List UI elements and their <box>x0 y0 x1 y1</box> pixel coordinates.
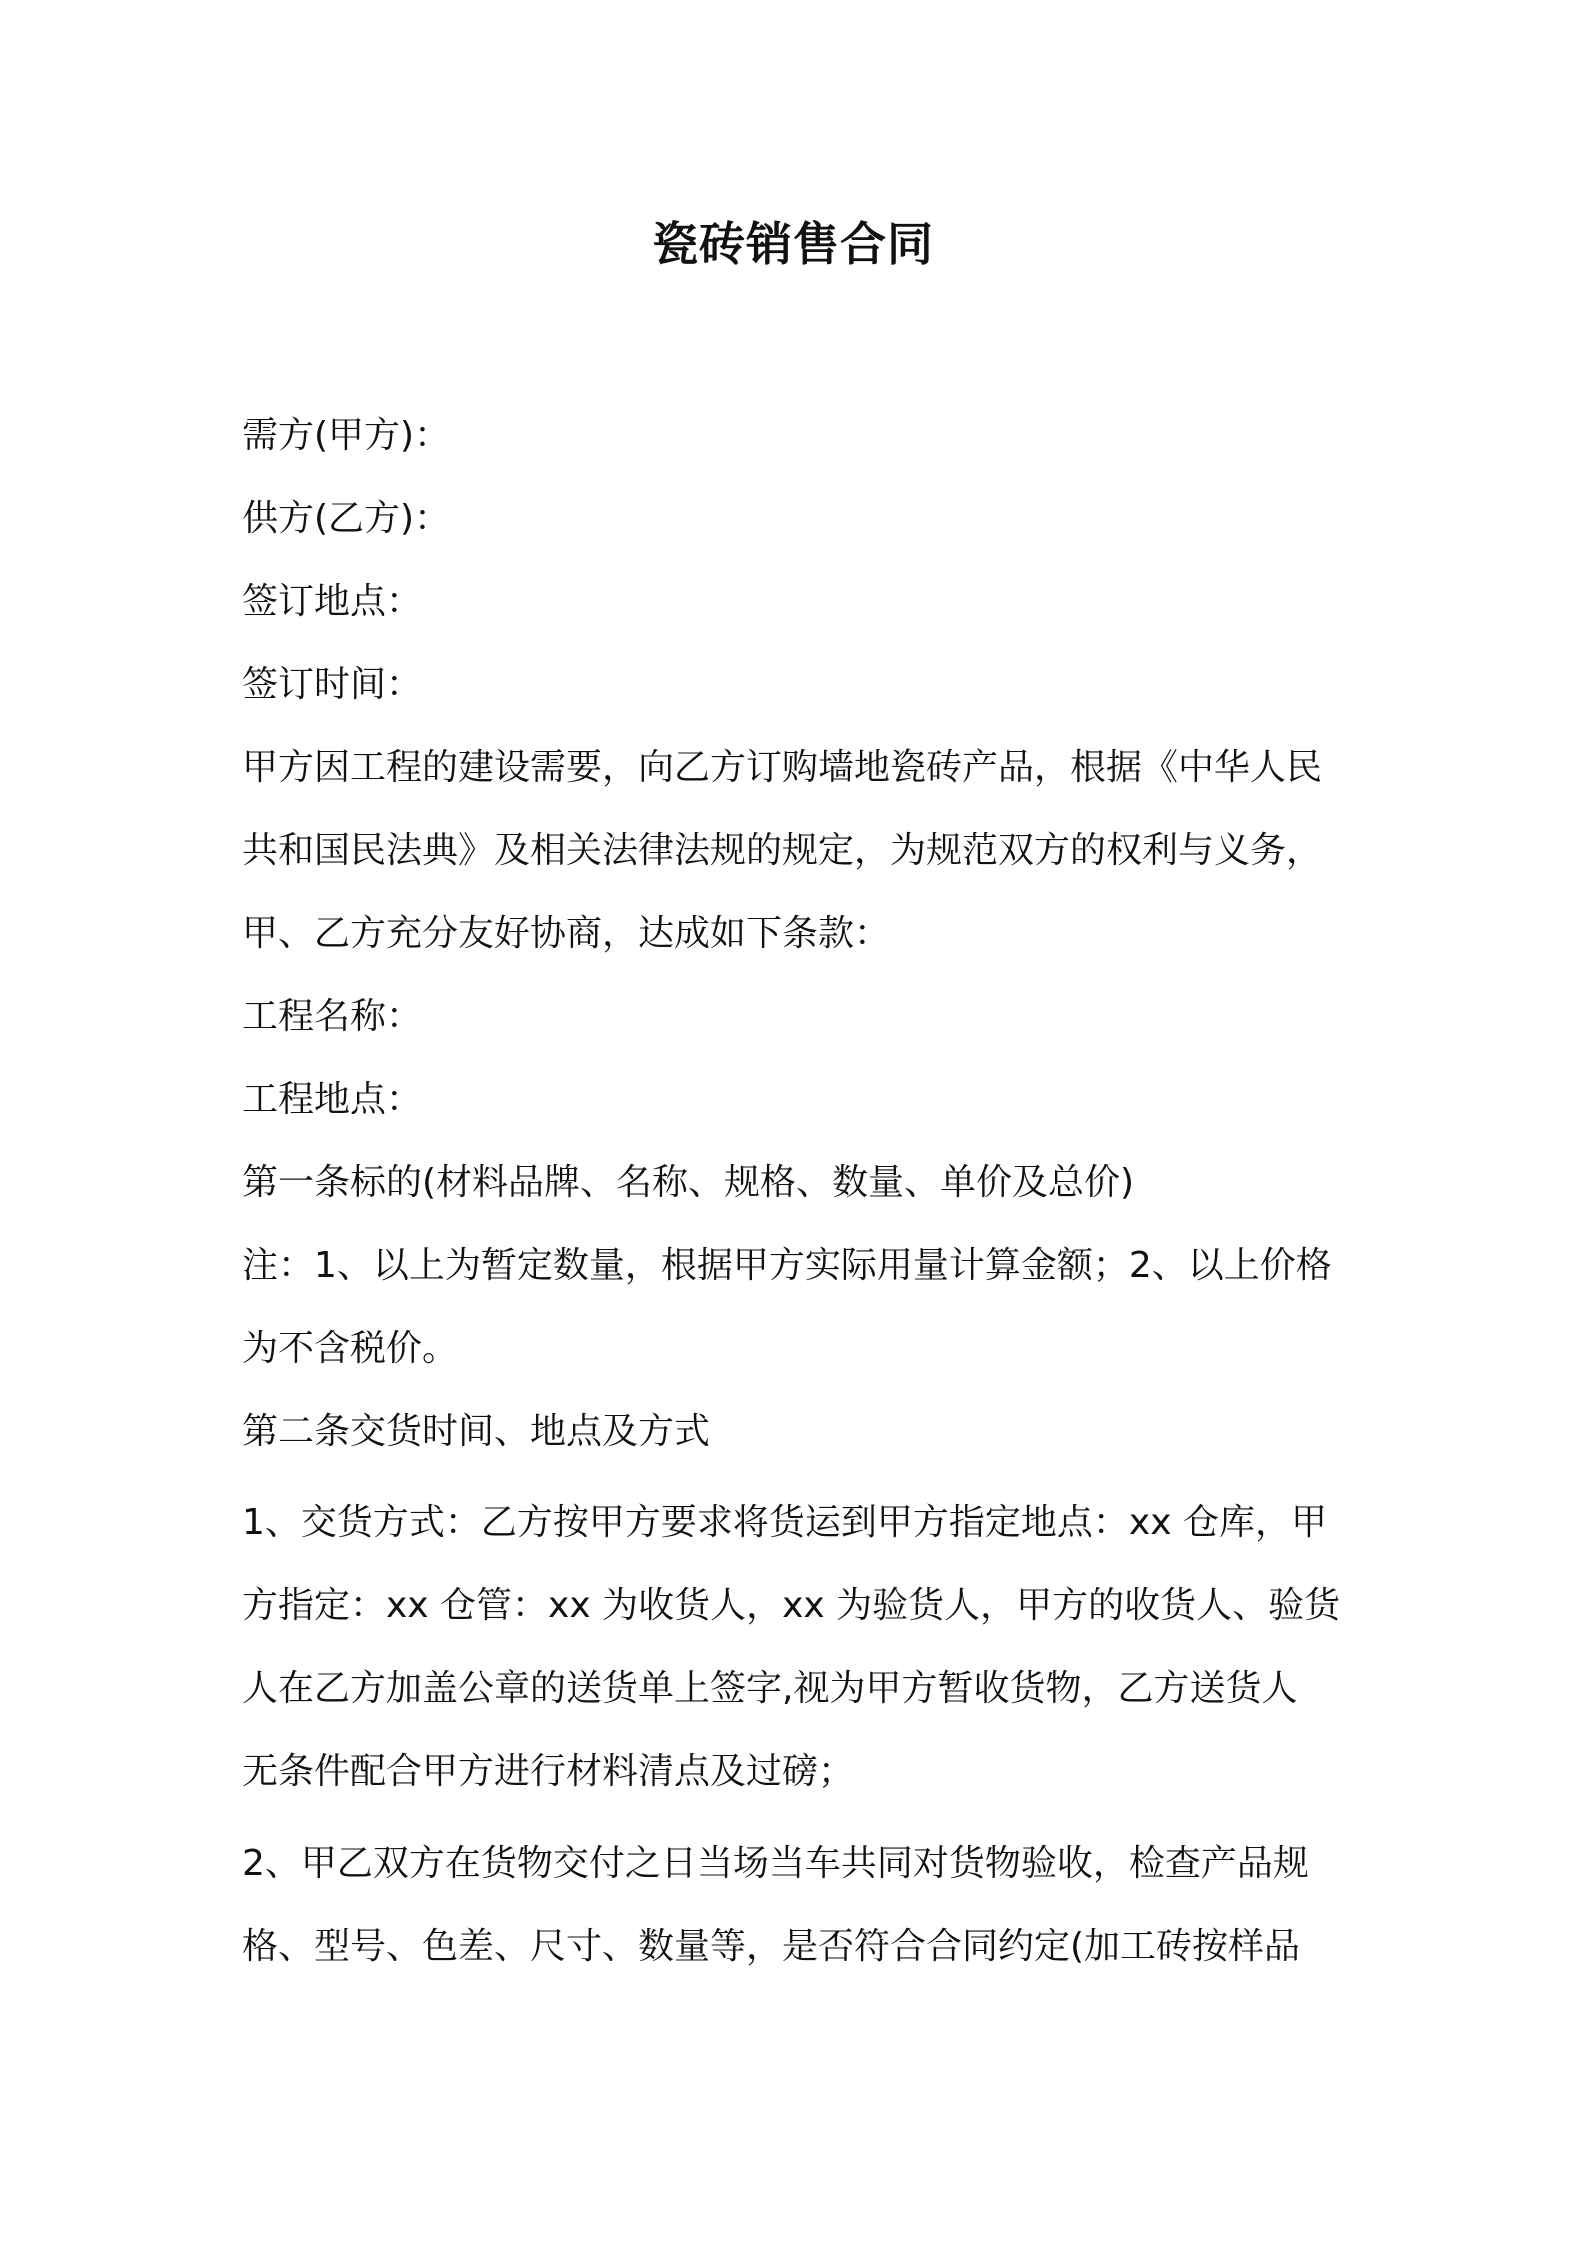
preamble-line: 甲方因工程的建设需要，向乙方订购墙地瓷砖产品，根据《中华人民 <box>242 747 1323 788</box>
preamble-line: 甲、乙方充分友好协商，达成如下条款： <box>242 913 891 954</box>
clause-paragraph-line: 格、型号、色差、尺寸、数量等，是否符合合同约定(加工砖按样品 <box>242 1926 1301 1967</box>
party-a-line: 需方(甲方)： <box>242 415 451 456</box>
clause-paragraph-line: 方指定：xx 仓管：xx 为收货人，xx 为验货人，甲方的收货人、验货 <box>242 1585 1341 1626</box>
article-one-heading: 第一条标的(材料品牌、名称、规格、数量、单价及总价) <box>242 1162 1135 1203</box>
note-line: 注：1、以上为暂定数量，根据甲方实际用量计算金额；2、以上价格 <box>242 1245 1332 1286</box>
project-location-line: 工程地点： <box>242 1079 423 1120</box>
document-title: 瓷砖销售合同 <box>652 217 934 271</box>
clause-paragraph-line: 1、交货方式：乙方按甲方要求将货运到甲方指定地点：xx 仓库，甲 <box>242 1502 1327 1543</box>
signing-place-line: 签订地点： <box>242 581 423 622</box>
signing-time-line: 签订时间： <box>242 664 423 705</box>
preamble-line: 共和国民法典》及相关法律法规的规定，为规范双方的权利与义务， <box>242 830 1323 871</box>
clause-paragraph-line: 无条件配合甲方进行材料清点及过磅； <box>242 1751 855 1792</box>
project-name-line: 工程名称： <box>242 996 423 1037</box>
article-two-heading: 第二条交货时间、地点及方式 <box>242 1411 711 1452</box>
party-b-line: 供方(乙方)： <box>242 498 451 539</box>
clause-paragraph-line: 人在乙方加盖公章的送货单上签字,视为甲方暂收货物，乙方送货人 <box>242 1668 1298 1709</box>
note-line: 为不含税价。 <box>242 1328 459 1369</box>
clause-paragraph-line: 2、甲乙双方在货物交付之日当场当车共同对货物验收，检查产品规 <box>242 1843 1309 1884</box>
